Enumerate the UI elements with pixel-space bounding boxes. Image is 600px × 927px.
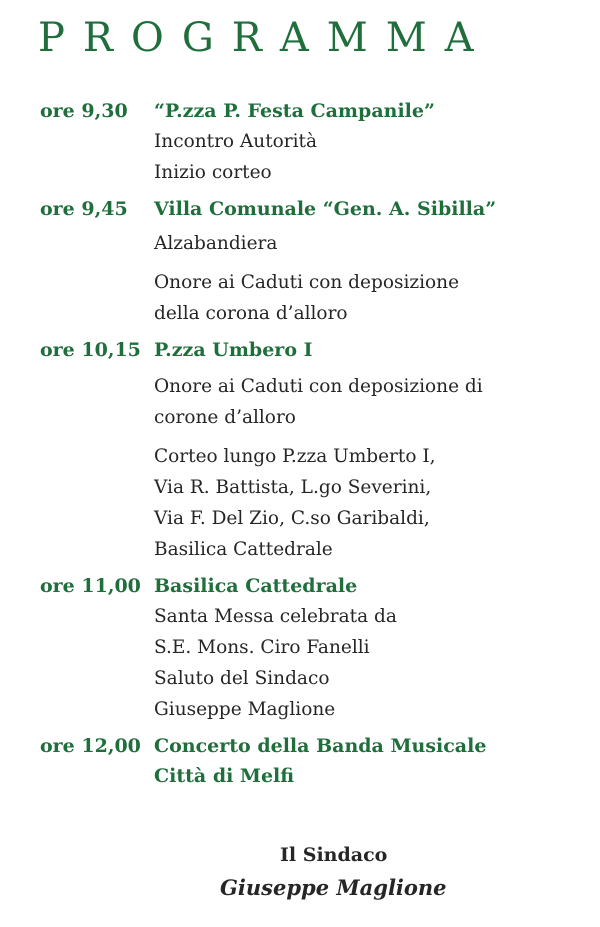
detail-line: Giuseppe Maglione (154, 699, 336, 720)
entry-time: ore 10,15 (40, 339, 141, 361)
entry-time: ore 9,45 (40, 198, 128, 220)
program-list (40, 96, 590, 797)
detail-line: Saluto del Sindaco (154, 668, 330, 689)
detail-line: S.E. Mons. Ciro Fanelli (154, 637, 370, 658)
detail-line: Onore ai Caduti con deposizione di (154, 376, 483, 397)
detail-line: Basilica Cattedrale (154, 539, 333, 560)
entry-time: ore 9,30 (40, 100, 128, 122)
detail-line: Via R. Battista, L.go Severini, (154, 477, 432, 498)
entry-place: Basilica Cattedrale (154, 575, 358, 597)
detail-line: Alzabandiera (154, 233, 278, 254)
entry-place: Concerto della Banda Musicale (154, 735, 487, 757)
detail-line: Onore ai Caduti con deposizione (154, 272, 460, 293)
entry-header (40, 571, 590, 601)
detail-line: Inizio corteo (154, 162, 272, 183)
entry-place: P.zza Umbero I (154, 339, 313, 361)
program-entry (40, 731, 590, 791)
signature-role: Il Sindaco (280, 844, 388, 866)
detail-line: Santa Messa celebrata da (154, 606, 397, 627)
detail-line: della corona d’alloro (154, 303, 348, 324)
detail-line: Incontro Autorità (154, 131, 318, 152)
entry-header (40, 335, 590, 365)
entry-header (40, 731, 590, 761)
entry-time: ore 11,00 (40, 575, 141, 597)
entry-time: ore 12,00 (40, 735, 141, 757)
detail-line: Corteo lungo P.zza Umberto I, (154, 446, 436, 467)
program-entry (40, 335, 590, 565)
entry-place: Villa Comunale “Gen. A. Sibilla” (154, 198, 497, 220)
detail-line: Via F. Del Zio, C.so Garibaldi, (154, 508, 430, 529)
entry-details (154, 267, 590, 329)
entry-details (154, 441, 590, 565)
program-entry (40, 194, 590, 329)
detail-line: corone d’alloro (154, 407, 296, 428)
signature-name: Giuseppe Maglione (220, 875, 447, 900)
entry-details (154, 228, 590, 259)
entry-details (154, 601, 590, 725)
entry-header (40, 96, 590, 126)
program-entry (40, 571, 590, 725)
entry-place-continuation: Città di Melfi (154, 765, 295, 787)
entry-details (154, 126, 590, 188)
entry-details (154, 371, 590, 433)
page-title: PROGRAMMA (38, 15, 492, 61)
program-entry (40, 96, 590, 188)
entry-header-continuation (40, 761, 590, 791)
entry-header (40, 194, 590, 224)
entry-place: “P.zza P. Festa Campanile” (154, 100, 435, 122)
